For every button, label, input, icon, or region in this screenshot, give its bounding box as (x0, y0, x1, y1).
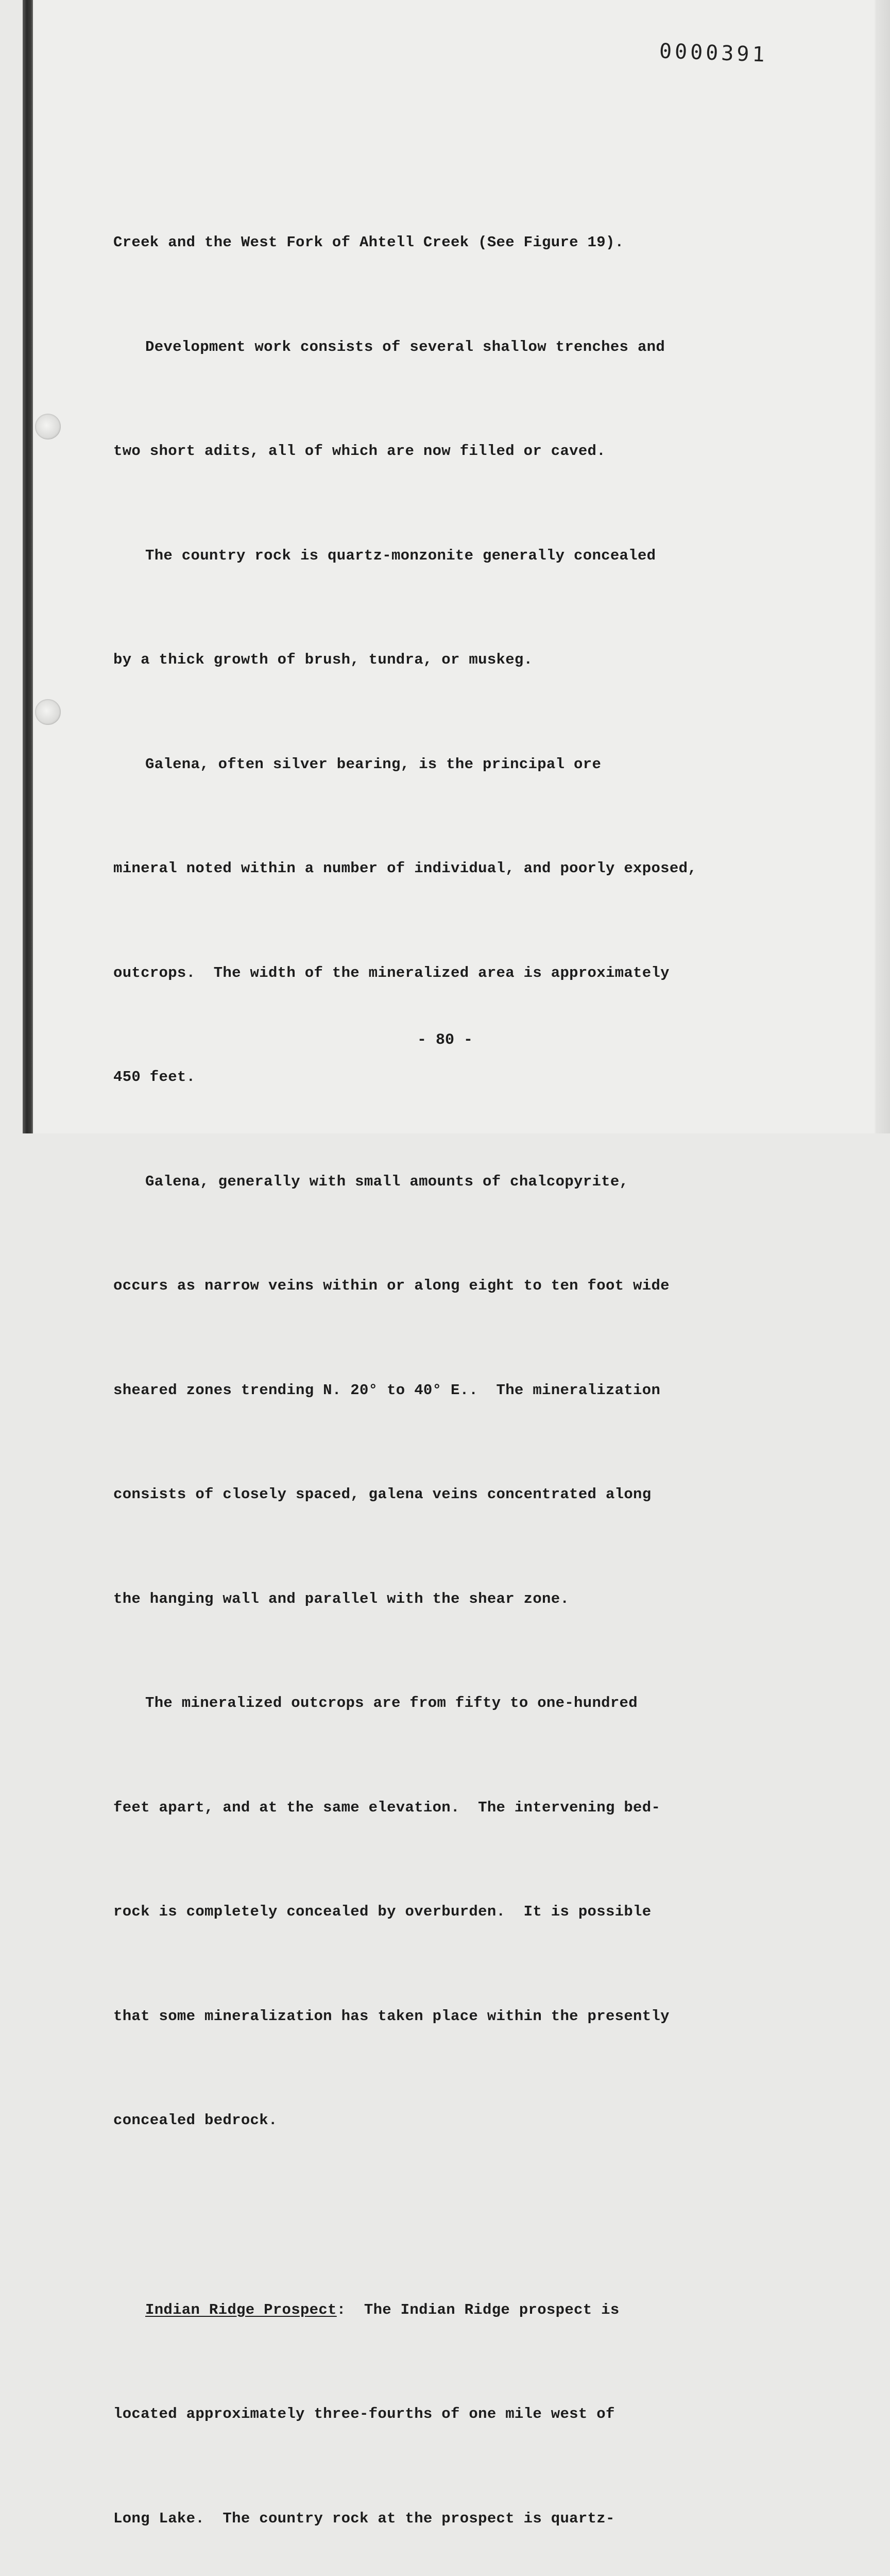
page-number: - 80 - (417, 1031, 473, 1049)
text-line: located approximately three-fourths of one mile west of (113, 2405, 615, 2422)
section-heading-line (113, 2293, 783, 2328)
text-line: concealed bedrock. (113, 2112, 278, 2129)
body-text (113, 156, 783, 2576)
text-line: two short adits, all of which are now filled or caved. (113, 443, 606, 460)
text-line: The country rock is quartz-monzonite generally concealed (145, 547, 656, 564)
page-edge (876, 0, 890, 1133)
text-line: Long Lake. The country rock at the prospect is quartz- (113, 2510, 615, 2527)
text-line: consists of closely spaced, galena veins concentrated along (113, 1486, 652, 1503)
text-line: The mineralized outcrops are from fifty to one-hundred (145, 1694, 638, 1711)
text-line: the hanging wall and parallel with the shear zone. (113, 1590, 570, 1607)
text-line: mineral noted within a number of individual, and poorly exposed, (113, 860, 697, 877)
text-line: Creek and the West Fork of Ahtell Creek (See Figure 19). (113, 234, 624, 251)
text-line: outcrops. The width of the mineralized area is approximately (113, 964, 670, 981)
text-line: Galena, often silver bearing, is the principal ore (145, 755, 602, 773)
text-line: 450 feet. (113, 1069, 196, 1086)
punch-hole (35, 414, 61, 439)
text-line: Galena, generally with small amounts of chalcopyrite, (145, 1173, 629, 1190)
punch-hole (35, 699, 61, 725)
section-heading: Indian Ridge Prospect (145, 2301, 337, 2318)
section-heading-suffix: : The Indian Ridge prospect is (336, 2301, 620, 2318)
paragraph-gap (113, 2208, 783, 2223)
text-line: feet apart, and at the same elevation. The intervening bed- (113, 1799, 661, 1816)
document-stamp-number: 0000391 (659, 39, 768, 67)
text-line: by a thick growth of brush, tundra, or muskeg. (113, 651, 533, 668)
text-line: Development work consists of several shallow trenches and (145, 338, 665, 355)
text-line: rock is completely concealed by overburden. It is possible (113, 1903, 652, 1920)
text-line: occurs as narrow veins within or along eight to ten foot wide (113, 1277, 670, 1294)
binding-strip (23, 0, 33, 1133)
text-line: sheared zones trending N. 20° to 40° E.. The mineralization (113, 1381, 661, 1399)
text-line: that some mineralization has taken place within the presently (113, 2007, 670, 2025)
